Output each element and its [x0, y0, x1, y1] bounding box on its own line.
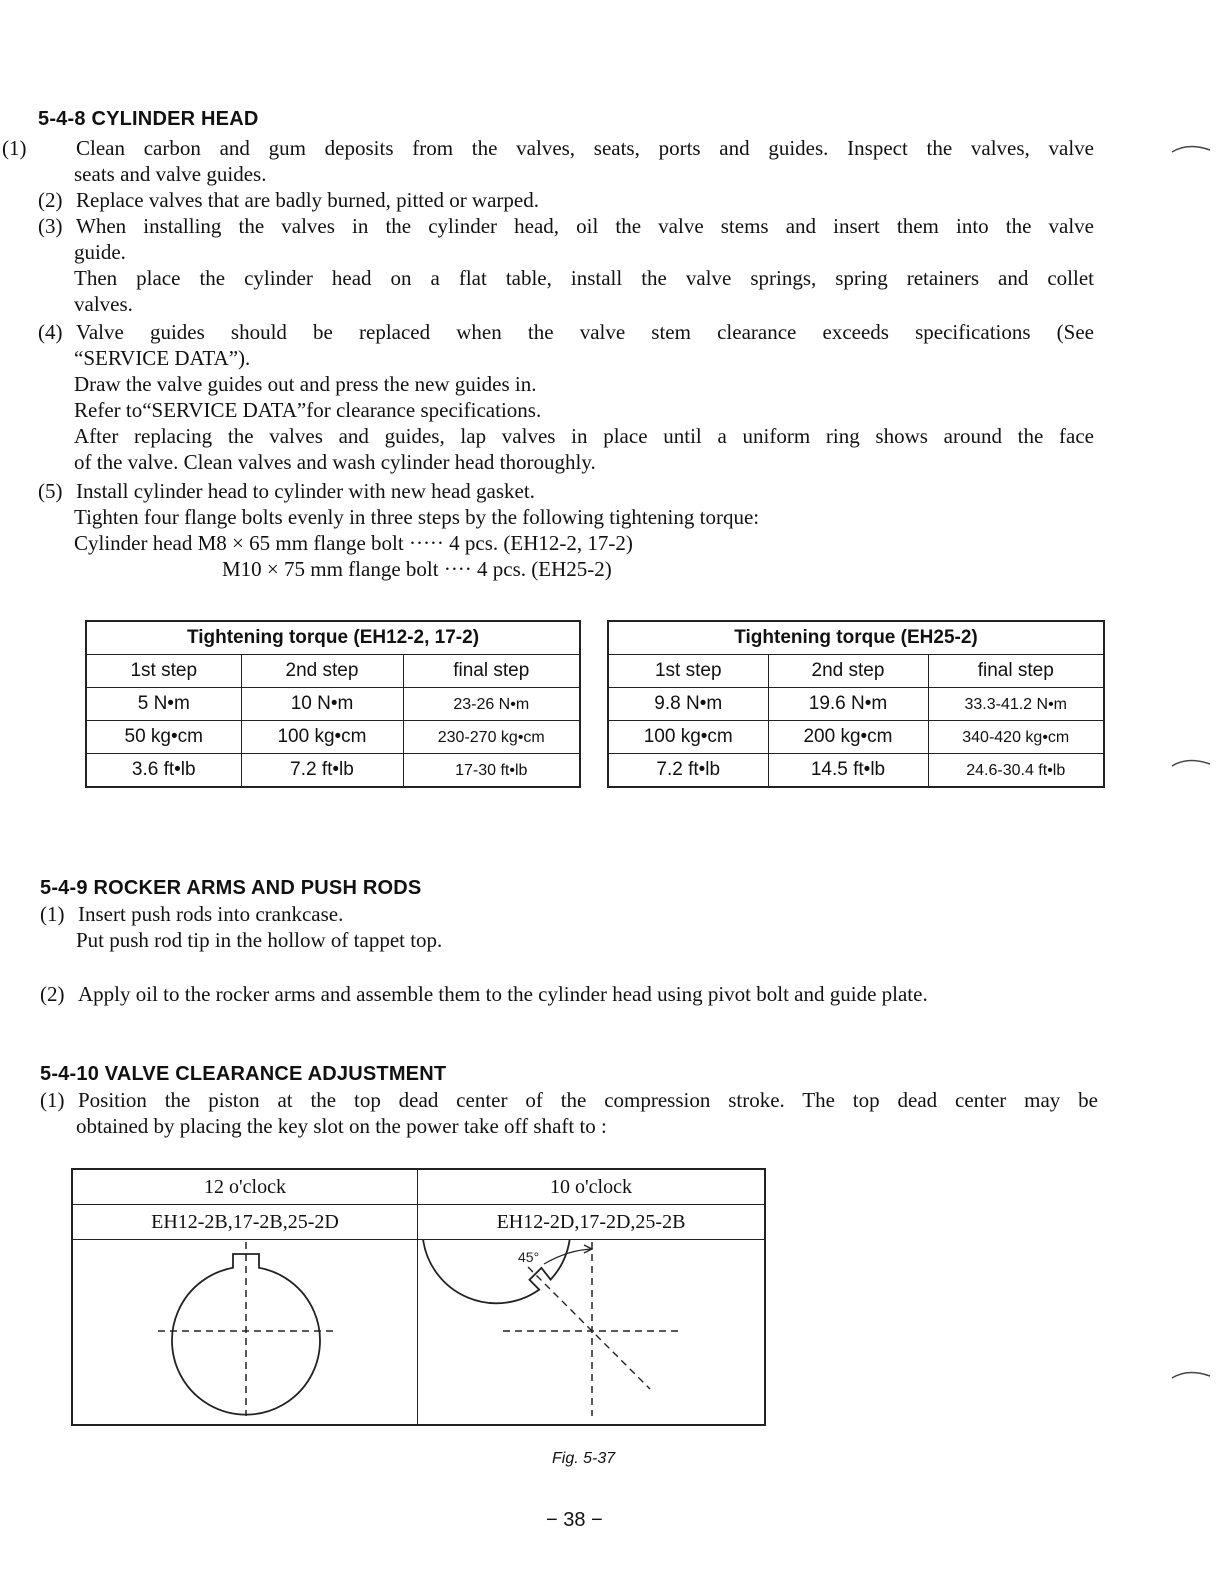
key-slot-position-table: [71, 1168, 766, 1426]
header-cell: final step: [403, 655, 580, 688]
step-text: obtained by placing the key slot on the power take off shaft to :: [76, 1114, 607, 1138]
step-text: “SERVICE DATA”).: [74, 346, 251, 370]
section-heading-cylinder-head: 5-4-8 CYLINDER HEAD: [38, 108, 259, 130]
step-text: valves.: [74, 292, 133, 316]
step-text: of the valve. Clean valves and wash cylinder head thoroughly.: [74, 450, 596, 474]
step-number: (2): [40, 982, 65, 1006]
figure-cell: [418, 1240, 766, 1426]
table-cell: 7.2 ft•lb: [608, 754, 768, 788]
table-cell: [928, 721, 1104, 754]
table-cell: 9.8 N•m: [608, 688, 768, 721]
torque-table-eh25: [607, 620, 1105, 788]
step-item: [40, 981, 1096, 1007]
shaft-10-oclock-diagram: [418, 1240, 764, 1418]
table-cell: EH12-2D,17-2D,25-2B: [418, 1205, 766, 1240]
step-number: (4): [38, 320, 63, 344]
cell-value: 24.6-30.4 ft•lb: [966, 762, 1066, 779]
table-row: [72, 1205, 765, 1240]
header-cell: 2nd step: [241, 655, 403, 688]
table-cell: 50 kg•cm: [86, 721, 241, 754]
diagonal-centerline: [528, 1267, 650, 1389]
angle-arc: [544, 1249, 592, 1264]
header-cell: 1st step: [86, 655, 241, 688]
step-text: Put push rod tip in the hollow of tappet top.: [76, 928, 443, 952]
step-text: After replacing the valves and guides, lap valves in place until a uniform ring shows around the face: [74, 424, 1094, 448]
step-text: Tighten four flange bolts evenly in three steps by the following tightening torque:: [74, 505, 760, 529]
torque-table-eh12-17: [85, 620, 581, 788]
header-cell: 2nd step: [768, 655, 928, 688]
table-row: [608, 688, 1104, 721]
table-row: [86, 721, 580, 754]
section-heading-valve-clearance: 5-4-10 VALVE CLEARANCE ADJUSTMENT: [40, 1063, 447, 1085]
step-text: Valve guides should be replaced when the valve stem clearance exceeds specifications (See: [76, 320, 1094, 344]
cell-value: 23-26 N•m: [453, 696, 530, 713]
margin-mark: [1168, 1364, 1218, 1384]
table-cell: 19.6 N•m: [768, 688, 928, 721]
step-text: Install cylinder head to cylinder with new head gasket.: [76, 479, 535, 503]
table-cell: [928, 688, 1104, 721]
step-number: (3): [38, 214, 63, 238]
table-header-row: [608, 655, 1104, 688]
header-cell: 10 o'clock: [418, 1169, 766, 1205]
step-number: (1): [2, 136, 27, 160]
step-text: When installing the valves in the cylinder head, oil the valve stems and insert them into the valve: [76, 214, 1094, 238]
table-row: [608, 721, 1104, 754]
step-text: Replace valves that are badly burned, pitted or warped.: [76, 188, 539, 212]
table-title: Tightening torque (EH12-2, 17-2): [86, 621, 580, 655]
table-cell: 100 kg•cm: [608, 721, 768, 754]
table-header-row: [72, 1169, 765, 1205]
step-text: M10 × 75 mm flange bolt ···· 4 pcs. (EH25-2): [222, 557, 612, 581]
cell-value: 17-30 ft•lb: [455, 762, 528, 779]
step-item: [38, 187, 1094, 213]
step-item: [2, 135, 1094, 187]
step-text: Insert push rods into crankcase.: [78, 902, 344, 926]
table-cell: EH12-2B,17-2B,25-2D: [72, 1205, 418, 1240]
step-item: [40, 1087, 1098, 1139]
table-row: [86, 754, 580, 788]
angle-label: 45°: [518, 1249, 540, 1265]
table-title: Tightening torque (EH25-2): [608, 621, 1104, 655]
table-row: [608, 754, 1104, 788]
cell-value: 340-420 kg•cm: [962, 729, 1070, 746]
cell-value: 33.3-41.2 N•m: [964, 696, 1068, 713]
step-number: (2): [38, 188, 63, 212]
step-text: Apply oil to the rocker arms and assemble them to the cylinder head using pivot bolt and guide plate.: [78, 982, 928, 1006]
step-text: Then place the cylinder head on a flat table, install the valve springs, spring retainers and collet: [74, 266, 1094, 290]
table-cell: [403, 721, 580, 754]
header-cell: 12 o'clock: [72, 1169, 418, 1205]
cell-value: 230-270 kg•cm: [437, 729, 545, 746]
step-number: (5): [38, 479, 63, 503]
step-text: Cylinder head M8 × 65 mm flange bolt ····· 4 pcs. (EH12-2, 17-2): [74, 531, 633, 555]
table-cell: 14.5 ft•lb: [768, 754, 928, 788]
table-cell: [403, 754, 580, 788]
step-item: [38, 319, 1094, 475]
step-number: (1): [40, 902, 65, 926]
step-text: Position the piston at the top dead center of the compression stroke. The top dead center may be: [78, 1088, 1098, 1112]
step-item: [40, 901, 1096, 953]
step-text: Refer to“SERVICE DATA”for clearance specifications.: [74, 398, 542, 422]
table-cell: [403, 688, 580, 721]
table-cell: 10 N•m: [241, 688, 403, 721]
header-cell: 1st step: [608, 655, 768, 688]
margin-mark: [1168, 138, 1218, 158]
table-cell: [928, 754, 1104, 788]
step-item: [38, 213, 1094, 317]
margin-mark: [1168, 752, 1218, 772]
step-item: [38, 478, 1094, 582]
table-cell: 7.2 ft•lb: [241, 754, 403, 788]
table-row: [86, 688, 580, 721]
header-cell: final step: [928, 655, 1104, 688]
figure-cell: [72, 1240, 418, 1426]
figure-caption: Fig. 5-37: [552, 1450, 616, 1467]
table-cell: 200 kg•cm: [768, 721, 928, 754]
shaft-12-oclock-diagram: [73, 1240, 417, 1418]
step-text: Clean carbon and gum deposits from the valves, seats, ports and guides. Inspect the valves, valve: [76, 136, 1094, 160]
step-text: guide.: [74, 240, 126, 264]
page-number: − 38 −: [546, 1509, 603, 1531]
table-cell: 3.6 ft•lb: [86, 754, 241, 788]
table-cell: 100 kg•cm: [241, 721, 403, 754]
section-heading-rocker-arms: 5-4-9 ROCKER ARMS AND PUSH RODS: [40, 877, 422, 899]
step-text: Draw the valve guides out and press the new guides in.: [74, 372, 537, 396]
table-header-row: [86, 655, 580, 688]
step-number: (1): [40, 1088, 65, 1112]
table-cell: 5 N•m: [86, 688, 241, 721]
step-text: seats and valve guides.: [74, 162, 267, 186]
shaft-with-key-slot: [422, 1240, 570, 1303]
table-row: [72, 1240, 765, 1426]
